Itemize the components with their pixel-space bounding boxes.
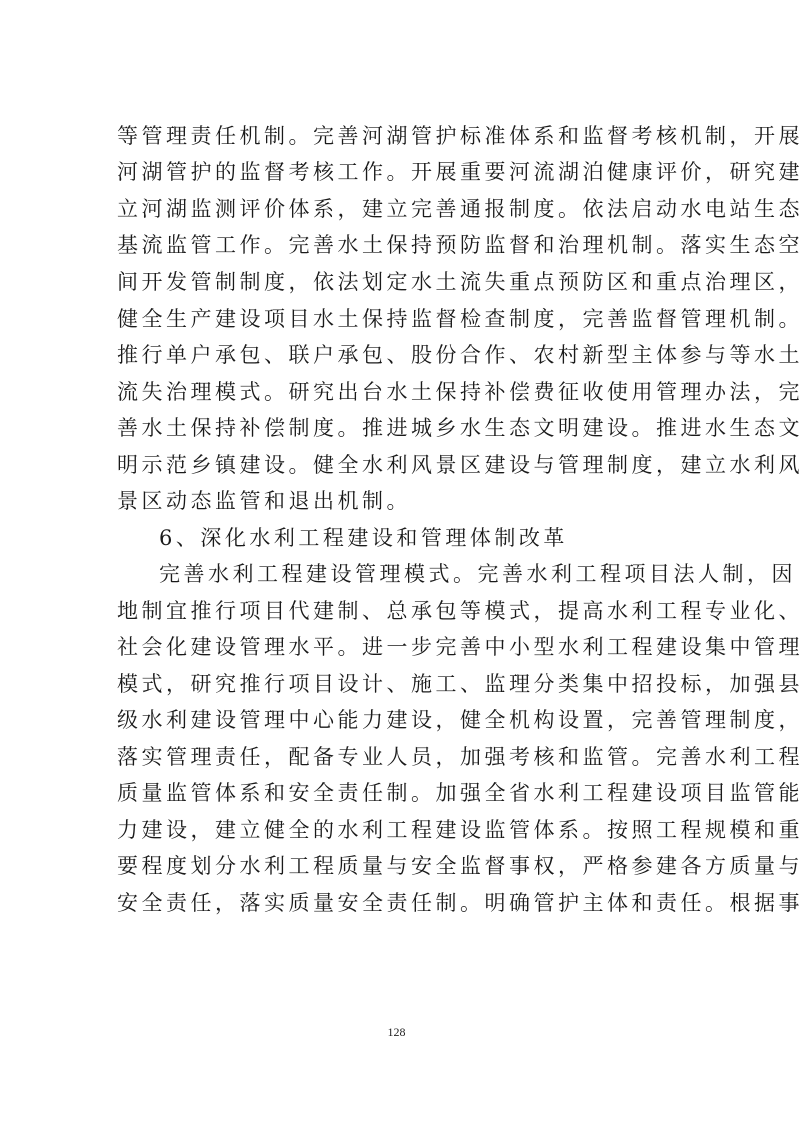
- body-text-line: 要程度划分水利工程质量与安全监督事权，严格参建各方质量与: [117, 854, 803, 878]
- body-text-line: 力建设，建立健全的水利工程建设监管体系。按照工程规模和重: [117, 818, 803, 842]
- body-text-line: 模式，研究推行项目设计、施工、监理分类集中招投标，加强县: [117, 672, 803, 696]
- body-text-line: 等管理责任机制。完善河湖管护标准体系和监督考核机制，开展: [117, 124, 803, 148]
- body-text-line: 质量监管体系和安全责任制。加强全省水利工程建设项目监管能: [117, 781, 803, 805]
- body-text-line: 地制宜推行项目代建制、总承包等模式，提高水利工程专业化、: [117, 599, 803, 623]
- body-text-line: 社会化建设管理水平。进一步完善中小型水利工程建设集中管理: [117, 635, 803, 659]
- section-heading: 6、深化水利工程建设和管理体制改革: [159, 526, 568, 550]
- body-text-line: 安全责任，落实质量安全责任制。明确管护主体和责任。根据事: [117, 891, 803, 915]
- body-text-line: 明示范乡镇建设。健全水利风景区建设与管理制度，建立水利风: [117, 453, 803, 477]
- body-text-line: 善水土保持补偿制度。推进城乡水生态文明建设。推进水生态文: [117, 416, 803, 440]
- body-text-line: 河湖管护的监督考核工作。开展重要河流湖泊健康评价，研究建: [117, 160, 803, 184]
- page-number: 128: [387, 1025, 406, 1039]
- body-text-line: 推行单户承包、联户承包、股份合作、农村新型主体参与等水土: [117, 343, 803, 367]
- body-text-line: 落实管理责任，配备专业人员，加强考核和监管。完善水利工程: [117, 745, 803, 769]
- body-text-line: 间开发管制制度，依法划定水土流失重点预防区和重点治理区，: [117, 270, 803, 294]
- body-text-line: 级水利建设管理中心能力建设，健全机构设置，完善管理制度，: [117, 708, 803, 732]
- body-text-line: 基流监管工作。完善水土保持预防监督和治理机制。落实生态空: [117, 233, 803, 257]
- paragraph-first-line: 完善水利工程建设管理模式。完善水利工程项目法人制，因: [159, 562, 796, 586]
- body-text-line: 景区动态监管和退出机制。: [117, 489, 411, 513]
- body-text-line: 立河湖监测评价体系，建立完善通报制度。依法启动水电站生态: [117, 197, 803, 221]
- body-text-line: 流失治理模式。研究出台水土保持补偿费征收使用管理办法，完: [117, 380, 803, 404]
- body-text-line: 健全生产建设项目水土保持监督检查制度，完善监督管理机制。: [117, 307, 803, 331]
